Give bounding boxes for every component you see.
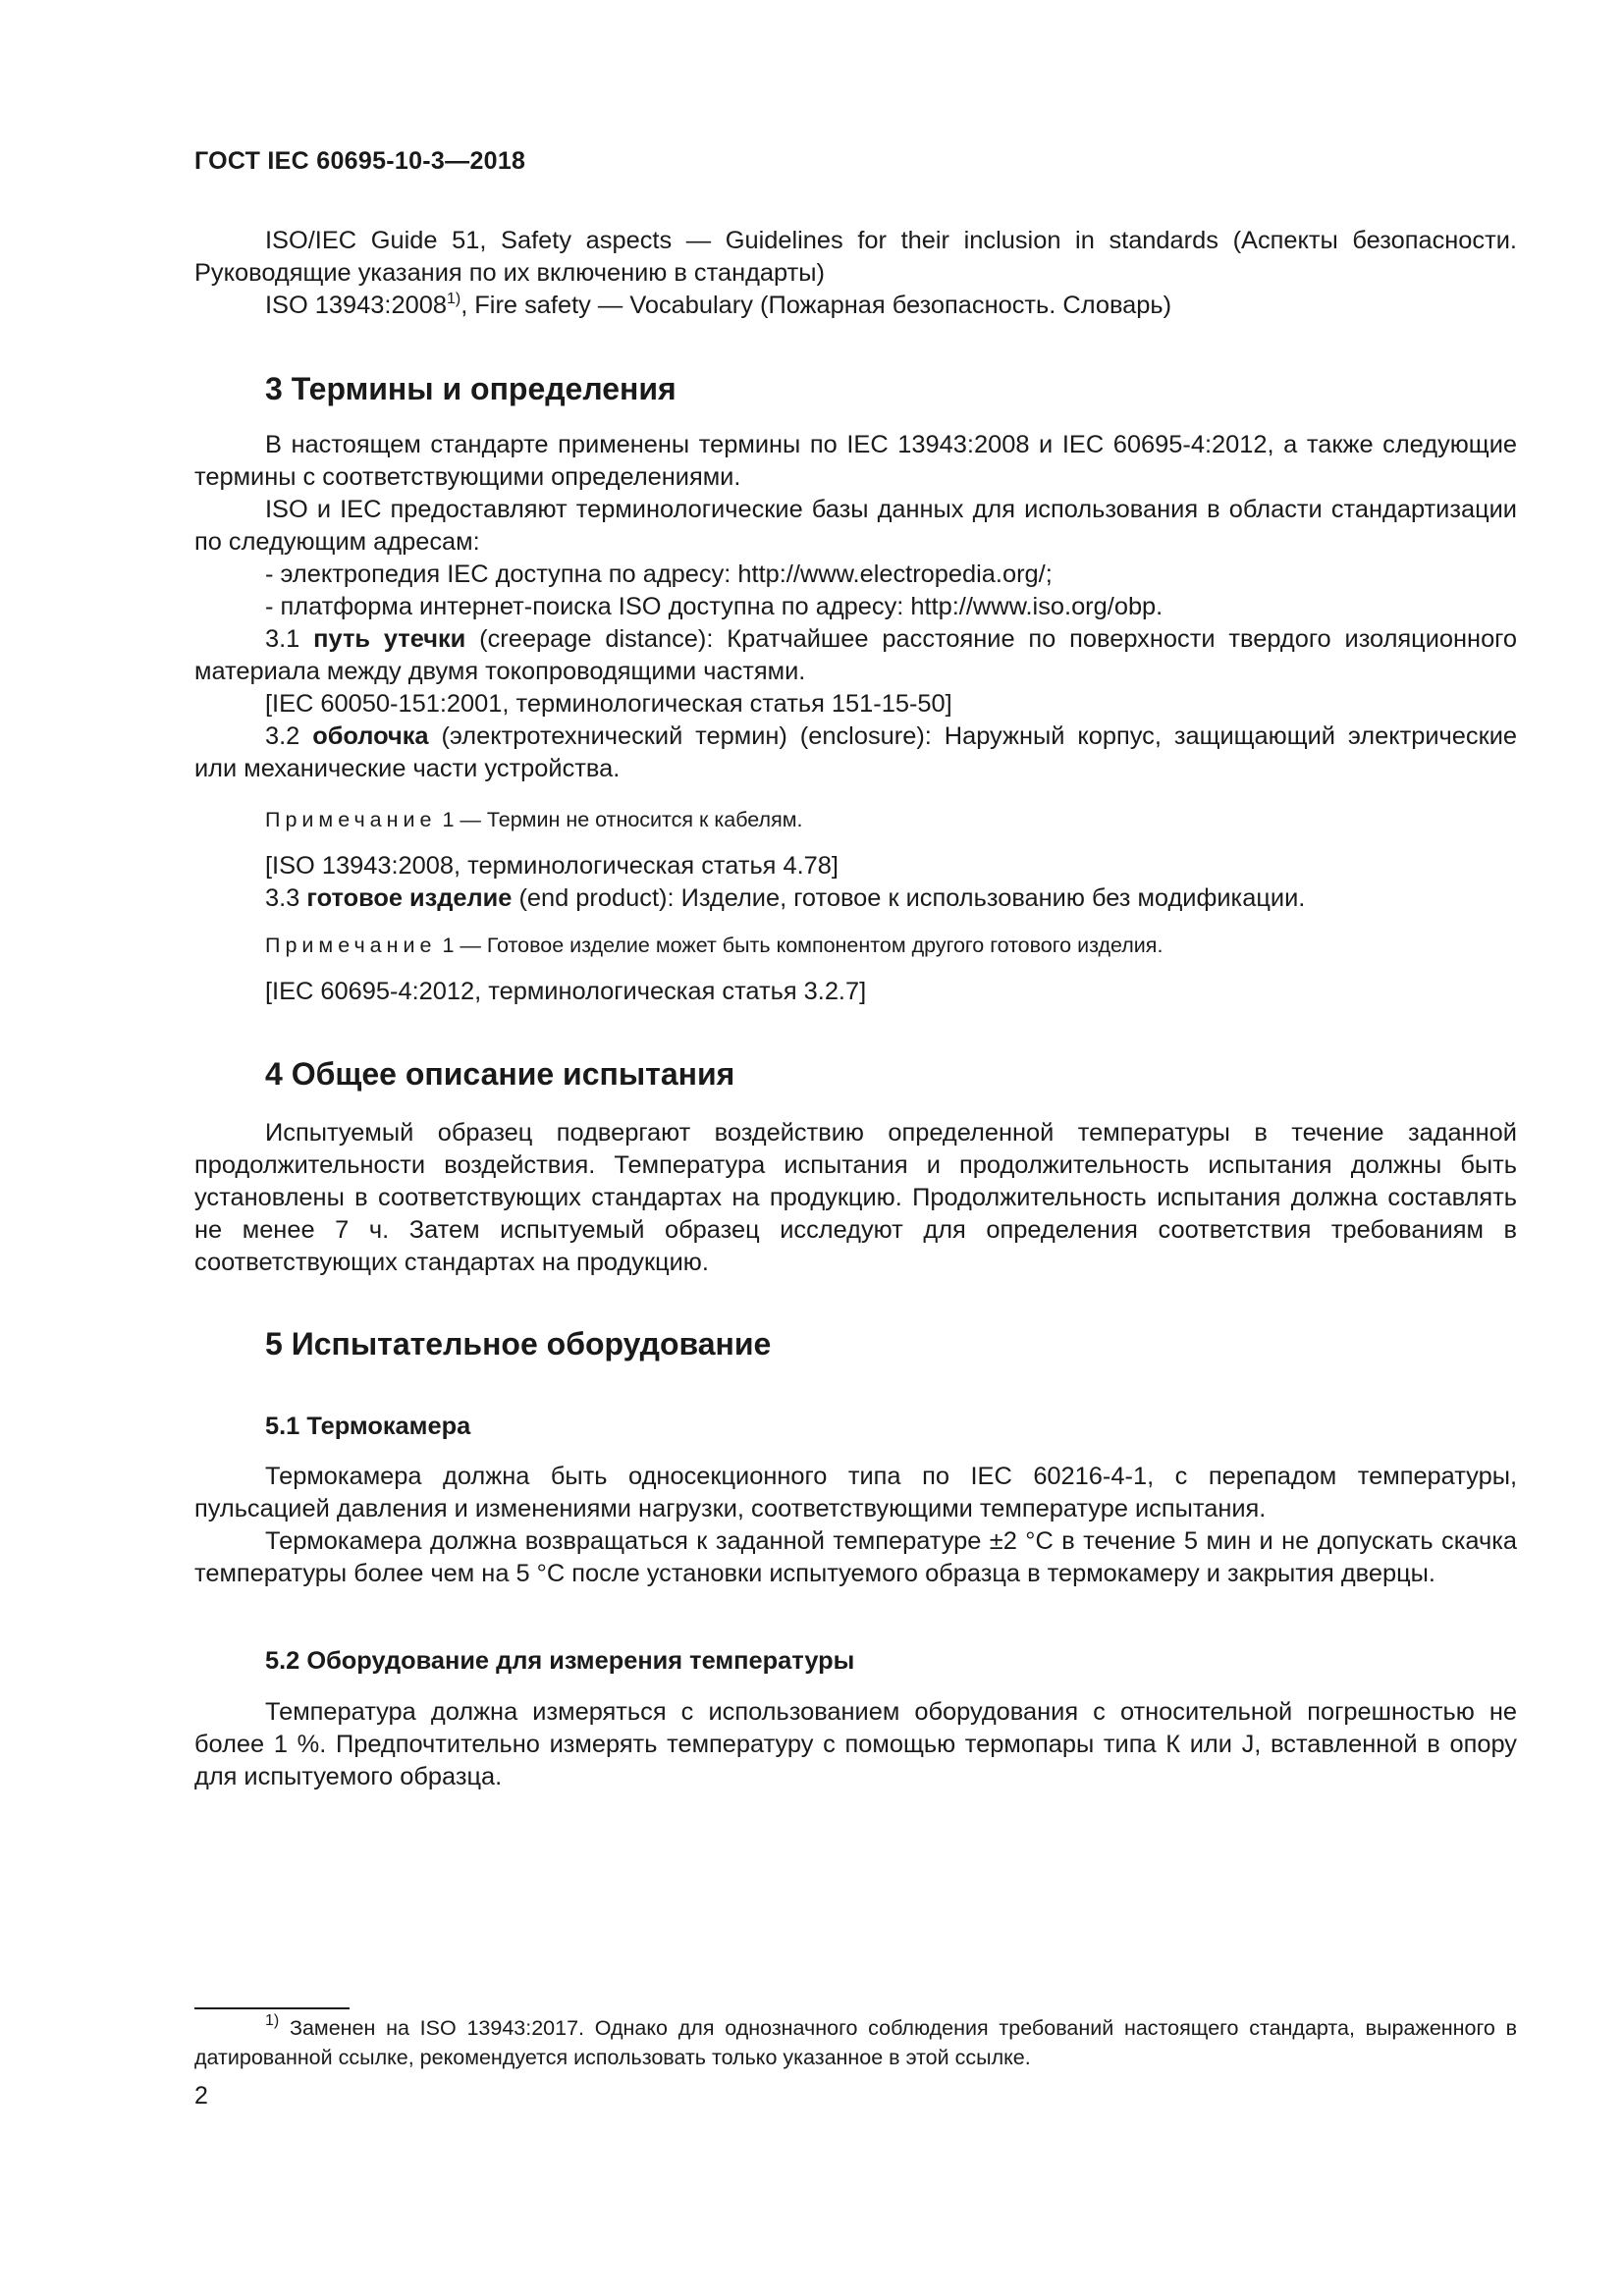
term-3-1-name: путь утечки	[313, 625, 466, 653]
note-3-3: Примечание 1 — Готовое изделие может быть компонентом другого готового изделия.	[265, 934, 1164, 957]
note-3-2: Примечание 1 — Термин не относится к кабелям.	[265, 808, 803, 831]
footnote-text: $^{1)}$ Заменен на ISO 13943:2017. Однако для однозначного соблюдения требований настоящего стандарта, выраженного в датированной ссылке, рекомендуется использовать только указанное в этой ссылке.	[194, 2012, 1517, 2069]
subsection-5-2-paragraph: Температура должна измеряться с использованием оборудования с относительной погрешностью не более 1 %. Предпочтительно измерять температуру с помощью термопары типа К или J, вставленной в опору для испытуемого образца.	[194, 1698, 1517, 1790]
section-3-paragraph-1: В настоящем стандарте применены термины по IEC 13943:2008 и IEC 60695-4:2012, а также следующие термины с соответствующими определениями.	[194, 431, 1517, 491]
subsection-5-1-title: 5.1 Термокамера	[265, 1413, 471, 1440]
term-3-1-source: [IEC 60050-151:2001, терминологическая статья 151-15-50]	[265, 690, 952, 718]
section-3-body-c	[194, 976, 1517, 1008]
normative-references	[194, 225, 1517, 322]
section-5-title: 5 Испытательное оборудование	[265, 1326, 772, 1362]
section-4-title: 4 Общее описание испытания	[265, 1056, 735, 1092]
term-3-2: 3.2 оболочка (электротехнический термин) (enclosure): Наружный корпус, защищающий электрические или механические части устройства.	[194, 722, 1518, 782]
term-3-3: 3.3 готовое изделие (end product): Изделие, готовое к использованию без модификации.	[265, 884, 1306, 912]
footnote-number: 1)	[265, 2012, 280, 2029]
term-3-3-name: готовое изделие	[306, 884, 513, 912]
section-3-body-b	[194, 850, 1517, 915]
subsection-5-2-body	[194, 1696, 1517, 1793]
bullet-electropedia: - электропедия IEC доступна по адресу: http://www.electropedia.org/;	[265, 561, 1053, 588]
page-number: 2	[194, 2082, 208, 2109]
footnote-marker: 1)	[446, 291, 461, 307]
bullet-iso-obp: - платформа интернет-поиска ISO доступна по адресу: http://www.iso.org/obp.	[265, 593, 1164, 620]
footnote-separator	[194, 2007, 350, 2009]
subsection-5-1-paragraph-1: Термокамера должна быть односекционного типа по IEC 60216-4-1, с перепадом температуры, пульсацией давления и изменениями нагрузки, соответствующими температуре испытания.	[194, 1463, 1517, 1522]
section-4-body	[194, 1117, 1517, 1279]
reference-iso-guide-51: ISO/IEC Guide 51, Safety aspects — Guidelines for their inclusion in standards (Аспекты безопасности. Руководящие указания по их включению в стандарты)	[194, 227, 1517, 287]
subsection-5-1-body	[194, 1461, 1517, 1590]
document-code-header: ГОСТ IEC 60695-10-3—2018	[194, 147, 526, 175]
section-3-paragraph-2: ISO и IEC предоставляют терминологические базы данных для использования в области стандартизации по следующим адресам:	[194, 496, 1517, 556]
term-3-2-name: оболочка	[312, 722, 429, 750]
section-3-body-a	[194, 429, 1517, 785]
term-3-2-source: [ISO 13943:2008, терминологическая статья 4.78]	[265, 852, 839, 880]
subsection-5-2-title: 5.2 Оборудование для измерения температуры	[265, 1647, 855, 1675]
reference-iso-13943: ISO 13943:2008$^{1)}$, Fire safety — Vocabulary (Пожарная безопасность. Словарь)	[265, 291, 1172, 319]
footnote	[194, 2013, 1517, 2072]
term-3-1: 3.1 путь утечки (creepage distance): Кратчайшее расстояние по поверхности твердого изоляционного материала между двумя токопроводящими частями.	[194, 625, 1518, 685]
subsection-5-1-paragraph-2: Термокамера должна возвращаться к заданной температуре ±2 °C в течение 5 мин и не допускать скачка температуры более чем на 5 °C после установки испытуемого образца в термокамеру и закрытия дверцы.	[194, 1527, 1517, 1587]
section-3-title: 3 Термины и определения	[265, 371, 677, 406]
term-3-3-source: [IEC 60695-4:2012, терминологическая статья 3.2.7]	[265, 978, 867, 1005]
section-4-paragraph: Испытуемый образец подвергают воздействию определенной температуры в течение заданной продолжительности воздействия. Температура испытания и продолжительность испытания должны быть установлены в соответствующих стандартах на продукцию. Продолжительность испытания должна составлять не менее 7 ч. Затем испытуемый образец исследуют для определения соответствия требованиям в соответствующих стандартах на продукцию.	[194, 1119, 1517, 1276]
